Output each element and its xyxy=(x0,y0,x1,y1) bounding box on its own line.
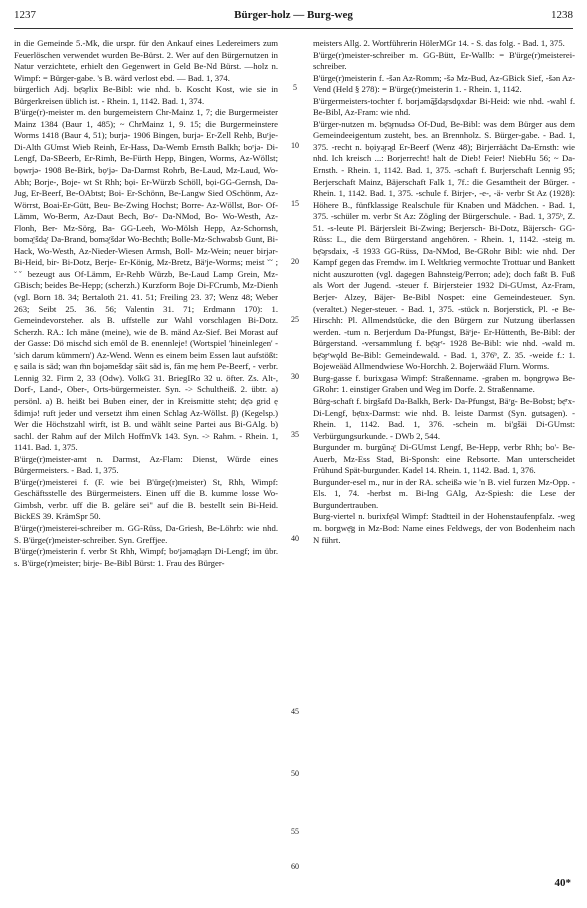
running-head: Bürger-holz — Burg-weg xyxy=(234,9,353,21)
entry-text: bürgerlich Adj. bẹ̄ə̯rlix Be-Bibl: wie nhd. b. Koscht Kost, wie sie in Bürgerkreisen üblich ist. - Rhein. 1, 1142. Bad. 1, 374. xyxy=(14,84,278,106)
line-number: 5 xyxy=(293,83,297,92)
line-number: 10 xyxy=(291,141,299,150)
line-number: 55 xyxy=(291,827,299,836)
line-number: 35 xyxy=(291,430,299,439)
entry-text: B'ürge(r)meisterei-schreiber m. GG-Rüss, Da-Griesh, Be-Löhrb: wie nhd. S. B'ürge(r)meister-schreiber. Syn. Greffjee. xyxy=(14,522,278,545)
entry-text: Burg-gasse f. burixgasə Wimpf: Straßenname. -graben m. bọngrǫwə Be-GRohr: 1. einstiger Graben und Weg im Dorfe. 2. Straßenname. xyxy=(313,372,575,395)
line-number: 15 xyxy=(291,199,299,208)
entry-text: meisters Allg. 2. Wortführerin HölerMGr 14. - S. das folg. - Bad. 1, 375. xyxy=(313,38,565,48)
entry-text: B'ürge(r)-meister m. den burgemeistern Chr-Mainz 1, 7; die Burgermeister Mainz 1384 (Baur 1, 485); ~ ChrMainz 1, 9. 15; die Burgermeinstere Worms 1418 (Baur 4, 51); burjə- 1906 Bingen, burjə- Er-Zell Rehb, Buʳje- Di-Alth GUmst Wieb Reinh, Er-Hass, Da-Wemb Ernsth Balkh; boʳjə- Di-Lengf, Da-SBeerb, Er-Rimh, Be-Fürth Hepp, Bingen, Worms, Az-Wöllst; bọwrjə- 1908 Be-Birk, bọʳjə- Da-Darmst Rohrb, Be-Laud, Mz-Laud, Wo-Abh; Borje-, Boje- wt St Rhh; bọi- Er-Würzb Schöll, bọi-GG-Gernsh, Da-Jug, Er-Beerf, Be-OAbtst; Boi- Er-Schönn, Be-Langw Sied OSchönm, Az-Wörrst, Boai-Er-Gütt, Beu- Be-Zwing Hochst; Borre- Az-Wöllst, Bor- Of-Lämm, Wo-Berm, Az-Daut Bech, Boʳ- Da-NMod, Bo- Wo-Westh, Az-Flonh, Ber- Mz-Sörg, Ba- GG-Leeh, Wo-Mölsh Hepp, Az-Schornsh, bomə̯ʳšdə̯ʳ Da-Brand, bomə̯ʳšdər Wo-Bechth; Bolle-Mz-Schwabsb Gunt, Bi-Hack, Wo-Westh, Az-Nieder-Wiesen Armsh, Boll- Mz-Wein; neuer birjər- Bi-Heid, bir- Bi-Dotz, Berje- Er-König, Mz-Bretz, Bäʳje-Worms; meist ˘˘ ; ˘ˇ bezeugt aus Of-Lämm, Er-Rehb Würzb, Be-Laud Lamp Grein, Mz-GBisch; beides Be-Hepp; (scherzh.) Kurzform Boje Di-FCrumb, Mz-Dienh (vgl. Born 18. 34; Bertaloth 21. 41. 51; Freiling 23. 37; Wenz 48; Weber 263; Seibt 25. 36. 56; Valentin 31. 71; Erdmann 170): 1. Gemeindevorsteher. als B. uffstelle zur Wahl vorschlagen Bi-Dotz. Scherzh. RA.: Ich mäne (meine), wie de B. mänd Az-Sief. Bei Morast auf der Gasse: Dö mischd sich emöl de B. enennleje! (Wortspiel 'hineinlegen' - 'sich darum kümmern') Az-Wend. Wenn es einem beim Essen laut aufstößt: ẹ saila is säd; wan m̃n bojəmešdə̯r sāit säd is, fān mẹ hem Pe-Beerf, - verbr. Lennig 32. Firm 2, 33 (Odw). VolkG 31. BriegIRo 32 u. öfter. Zs. Alt-, Dorf-, Land-, Ober-, Orts-bürgermeister. Syn. -> Schultheiß. 2. übtr. a) persönl. a) B. heißt bei Buben einer, der in Kreismitte steht; dẹ̄ə grid ẹ šdimjə! ruft jeder und versetzt ihm einen Schlag Az-Wöllst. β) (Kegelsp.) Wer die Höchstzahl wirft, ist B. und wählt seine Partei aus Bi-GAlg. b) sachl. der Rahm auf der Milch HoffmVk 143. Syn. -> Rahm. - Rhein. 1, 1141. Bad. 1, 375. xyxy=(14,107,278,453)
entry-text: B'ürge(r)meisterin f. -šən Az-Romm; -šə Mz-Bud, Az-GBick Sief, -šən Az-Vend (Held § 278): = B'ürge(r)meisterin 1. - Rhein. 1, 1142. xyxy=(313,72,575,95)
entry-text: B'ürge(r)meister-amt n. Darmst, Az-Flam: Dienst, Würde eines Bürgermeisters. - Bad. 1, 375. xyxy=(14,453,278,476)
line-number: 50 xyxy=(291,769,299,778)
entry-text: B'ürge(r)meisterin f. verbr St Rhh, Wimpf; boʳjəmə̯də̯rn Di-Lengf; im übr. s. B'ürge(r)meister; birje- Be-Bibl Bürst: 1. Frau des Bürger- xyxy=(14,546,278,568)
line-number: 25 xyxy=(291,315,299,324)
line-number: 30 xyxy=(291,372,299,381)
entry-text: Bürg-schaft f. birgšafd Da-Balkh, Berk- Da-Pfungst, Bäʳg- Be-Bobst; bẹ̄ʳx- Di-Lengf, bẹ̄ɑx-Darmst: wie nhd. B. leiste Darmst (Syn. gutsagen). - Rhein. 1, 1142. Bad. 1, 376. -schein m. bi'gšäi Di-GUmst: Verbürgungsurkunde. - DWb 2, 544. xyxy=(313,395,575,441)
header-rule xyxy=(14,28,573,29)
entry-text: B'ürgermeisters-tochter f. borjəmā̲šdə̯rsdǫxdər Bi-Heid: wie nhd. -wahl f. Be-Bibl, Az-Fram: wie nhd. xyxy=(313,95,575,118)
signature-mark: 40* xyxy=(554,877,571,889)
entry-text: Burg-viertel n. burixfẹ̄əl Wimpf: Stadtteil in der Hohenstaufenpfalz. -weg m. borgwẹ̄g in Mz-Bod: Name eines Feldwegs, der von Bodenheim nach N führt. xyxy=(313,511,575,545)
entry-text: B'ürge(r)meister-schreiber m. GG-Bütt, Er-Wallb: = B'ürge(r)meisterei-schreiber. xyxy=(313,49,575,72)
right-column xyxy=(313,38,575,546)
page-number-right: 1238 xyxy=(551,9,573,21)
line-number: 45 xyxy=(291,707,299,716)
left-column xyxy=(14,38,278,569)
entry-text: in die Gemeinde 5.-Mk, die urspr. für den Ankauf eines Ledereimers zum Feuerlöschen verwendet wurden Be-Bürst. 2. Wer auf den Bürgernutzen in Natur verzichtete, erhielt den Gegenwert in Geld Be-Nd Bürst. —holz n. Wimpf: = Bürger-gabe. 's B. wärd verlost ebd. — Bad. 1, 374. xyxy=(14,38,278,83)
entry-text: B'ürge(r)meisterei f. (F. wie bei B'ürge(r)meister) St, Rhh, Wimpf: Geschäftsstelle des Bürgermeisters. Einen uff die B. kumme losse Wo-Gimbsh, verbr. uff die B. geläre sei" auf die B. bestellt sein Bi-Heid. BickES 39. KrämSpr 50. xyxy=(14,476,278,522)
line-number: 20 xyxy=(291,257,299,266)
page-number-left: 1237 xyxy=(14,9,36,21)
entry-text: Burgunder-esel m., nur in der RA. scheißə wie 'n B. viel furzen Mz-Opp. - Els. 1, 74. -herbst m. Bi-Ing GAlg, Az-Spiesh: die Lese der Burgundertrauben. xyxy=(313,476,575,510)
line-number: 60 xyxy=(291,862,299,871)
entry-text: B'ürger-nutzen m. bẹ̄ə̯rnudsə Of-Dud, Be-Bibl: was dem Bürger aus dem Gemeindeeigentum zusteht, bes. an Brennholz. S. Bürger-gabe. - Bad. 1, 375. -recht n. bọiyə̯rə̯d Er-Beerf (Wenz 48); Birjerräächt Da-Ernsth: wie nhd. Ich kreisch ...: Borjerrecht! halt de Dieb! Feier! NiebHu 56; ~ Da-Ernsth. - Rhein. 1, 1142. Bad. 1, 375. -schaft f. Burjerschaft Lennig 95; Berjerschaft Mainz, Bäjerschaft Falk 1, 7f.: die Gesamtheit der Bürger. - Rhein. 1, 1142. Bad. 1, 375. -schule f. Birjer-, -e-, -ä- verbr St Az (1928): Höhere B., fünfklassige Realschule für Knaben und Mädchen. - Bad. 1, 375. -schüler m. verbr St Az: Zögling der Bürgerschule. - Bad. 1, 375ᵇ, Z. 51. -s-leute Pl. Bärjersleit Bi-Zwing; Berjersch- Bi-Dotz, Bäjersch- GG-Rüss: L., die dem Bürgerstand angehören. - Rhein. 1, 1142. -steig m. bẹ̄ə̯rsdaix, -š 1933 GG-Rüss, Da-NMod, Be-GRohr Bibl: wie nhd. Der Kampf gegen das Fremdw. im I. Weltkrieg vermochte Trottuar und Bankett nicht auszurotten (vgl. dagegen Bahnsteig/Perron; ade); doch faßt B. Fuß als Wort der Jugend. -steuer f. Birjersteier 1932 Di-GUmst, Az-Fram, Berjer- Alzey, Bäjer- Be-Bibl Nospet: eine Gemeindesteuer. Syn. (veraltet.) Neger-steuer. - Bad. 1, 375. -stück n. Borjerstick, Pl. -e Be-Hirschh: Pl. Allmendstücke, die den Bürgern zur Nutzung überlassen werden. -tum n. Berjerdum Da-Pfungst, Bäʳje- Er-Hüttenth, Be-Bibl: der Bürgerstand. -versammlung f. bẹ̄ə̯rʳ- 1928 Be-Bibl: wie nhd. -wald m. bẹ̄ə̯rʳwǫld Be-Bibl: Gemeindewald. - Bad. 1, 376ᵇ, Z. 35. -weide f.: 1. Bojeweääd Allmendwiese Wo-Horchh. 2. Bojerwääd Flurn. Worms. xyxy=(313,118,575,372)
line-number: 40 xyxy=(291,534,299,543)
entry-text: Burgunder m. burgūnə̯ʳ Di-GUmst Lengf, Be-Hepp, verbr Rhh; bo'- Be-Auerb, Mz-Ess Stad, Bi-Sponsh: eine Rebsorte. Man unterscheidet Frühund Spät-burgunder. Kadel 14. Rhein. 1, 1142. Bad. 1, 376. xyxy=(313,442,575,476)
